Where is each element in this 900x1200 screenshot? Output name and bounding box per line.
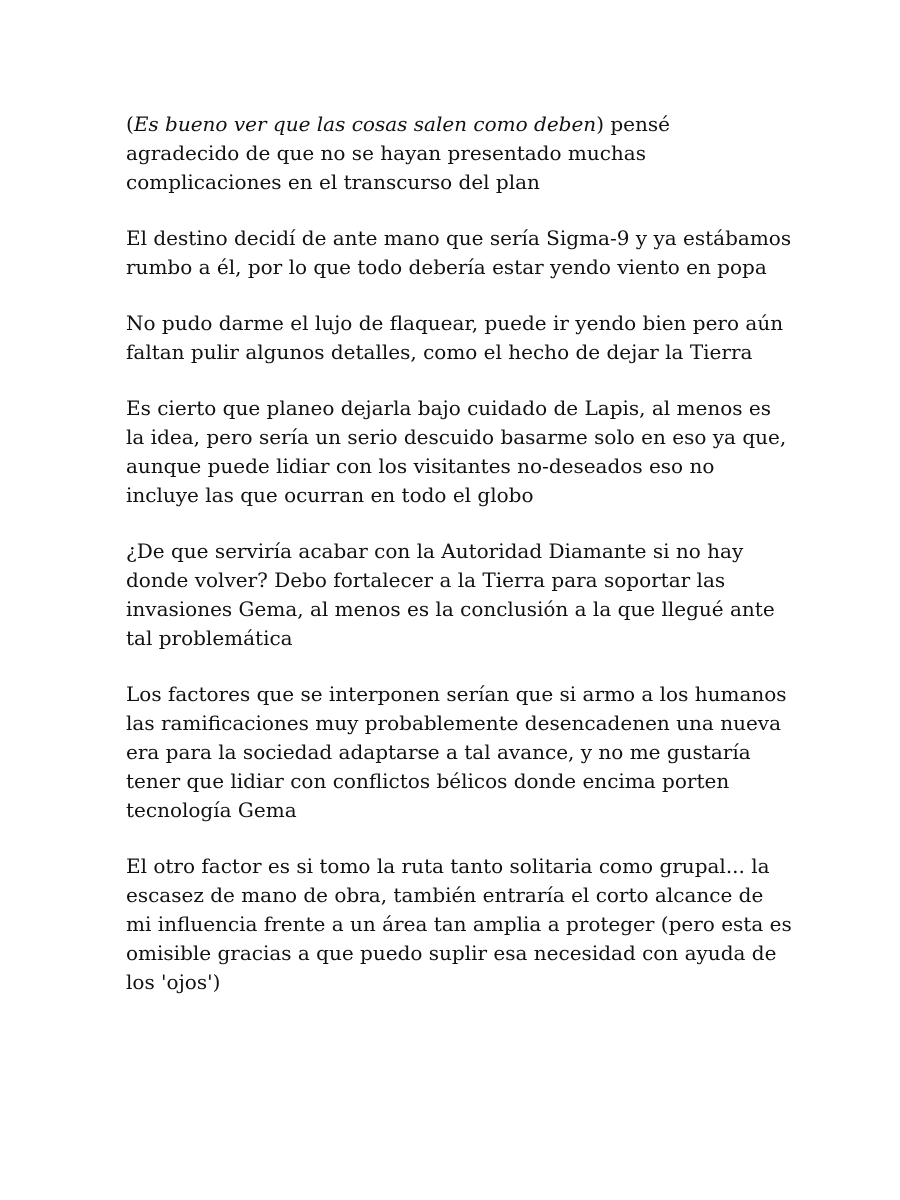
paragraph-3: No pudo darme el lujo de flaquear, puede ir yendo bien pero aún faltan pulir algunos detalles, como el hecho de dejar la Tierra bbox=[126, 311, 784, 364]
paragraph-1-open-paren: ( bbox=[126, 112, 134, 136]
paragraph-7: El otro factor es si tomo la ruta tanto solitaria como grupal... la escasez de mano de obra, también entraría el corto alcance de mi influencia frente a un área tan amplia a proteger (pero esta es omisible gracias a que puedo suplir esa necesidad con ayuda de los 'ojos') bbox=[126, 854, 792, 994]
paragraph-1-rest: ) pensé agradecido de que no se hayan presentado muchas complicaciones en el transcurso del plan bbox=[126, 112, 670, 194]
paragraph-6: Los factores que se interponen serían que si armo a los humanos las ramificaciones muy probablemente desencadenen una nueva era para la sociedad adaptarse a tal avance, y no me gustaría tener que lidiar con conflictos bélicos donde encima porten tecnología Gema bbox=[126, 682, 787, 822]
paragraph-4: Es cierto que planeo dejarla bajo cuidado de Lapis, al menos es la idea, pero sería un serio descuido basarme solo en eso ya que, aunque puede lidiar con los visitantes no-deseados eso no incluye las que ocurran en todo el globo bbox=[126, 396, 787, 507]
paragraph-5: ¿De que serviría acabar con la Autoridad Diamante si no hay donde volver? Debo fortalecer a la Tierra para soportar las invasiones Gema, al menos es la conclusión a la que llegué ante tal problemática bbox=[126, 539, 775, 650]
paragraph-1 bbox=[126, 110, 806, 197]
paragraph-2: El destino decidí de ante mano que sería Sigma-9 y ya estábamos rumbo a él, por lo que todo debería estar yendo viento en popa bbox=[126, 226, 792, 279]
paragraph-1-italic-thought: Es bueno ver que las cosas salen como deben bbox=[133, 112, 597, 136]
document-body bbox=[126, 110, 806, 1024]
